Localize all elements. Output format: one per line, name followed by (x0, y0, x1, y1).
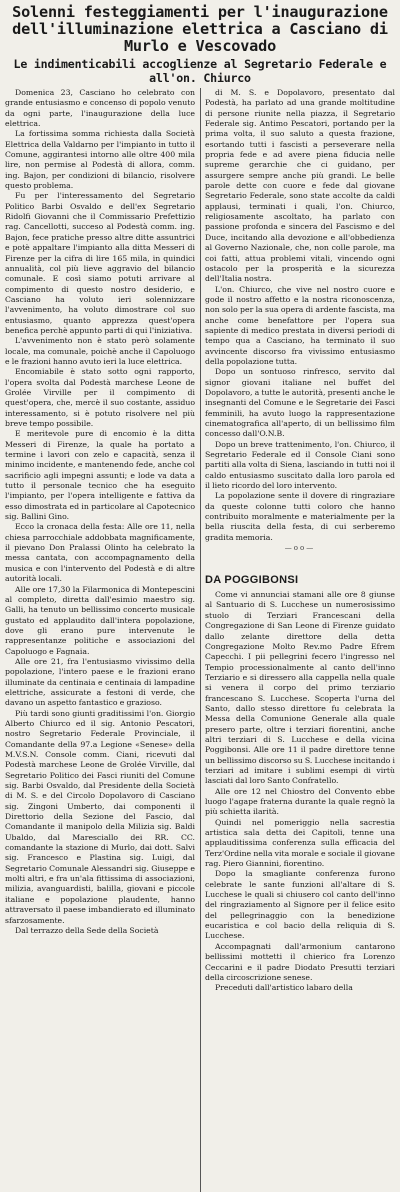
paragraph: Dal terrazzo della Sede della Società (15, 925, 159, 935)
article-subheadline: Le indimenticabili accoglienze al Segretario Federale e all'on. Chiurco (13, 57, 387, 85)
paragraph: La popolazione sente il dovere di ringraziare da queste colonne tutti coloro che hanno contribuito moralmente e materialmente per la bella riuscita della festa, di cui serberemo gradita memoria. (205, 491, 395, 542)
paragraph: Preceduti dall'artistico labaro della (215, 983, 353, 993)
paragraph: La fortissima somma richiesta dalla Società Elettrica della Valdarno per l'impianto in tutto il Comune, aggirantesi intorno alle oltre 400 mila lire, non permise al Podestà di allora, comm. ing. Bajon, per condizioni di bilancio, risolvere questo problema. (5, 129, 195, 191)
article-columns (5, 88, 395, 1192)
article-separator: —oo— (284, 544, 316, 553)
paragraph: Accompagnati dall'armonium cantarono bellissimi mottetti il chierico fra Lorenzo Ceccarini e il padre Diodato Presutti terziari della circoscrizione senese. (205, 941, 395, 982)
section-title: DA POGGIBONSI (205, 574, 299, 587)
paragraph: L'avvenimento non è stato però solamente locale, ma comunale, poichè anche il Capoluogo e le frazioni hanno avuto ieri la luce elettrica. (5, 336, 195, 366)
paragraph: E meritevole pure di encomio è la ditta Messeri di Firenze, la quale ha portato a termine i lavori con zelo e capacità, senza il minimo incidente, e mantenendo fede, anche col sacrificio agli impegni assunti; e lode va data a tutto il personale tecnico che ha eseguito l'impianto, per l'opera intelligente e fattiva da esso dimostrata ed in particolare al Capotecnico sig. Ballini Gino. (5, 429, 195, 522)
left-column (5, 88, 195, 1192)
paragraph: di M. S. e Dopolavoro, presentato dal Podestà, ha parlato ad una grande moltitudine di persone riunite nella piazza, il Segretario Federale sig. Antimo Pescatori, portando per la prima volta, il suo saluto a questa frazione, esortando tutti i fascisti a perseverare nella propria fede e ad avere piena fiducia nelle supreme gerarchie che ci guidano, per assurgere sempre anche più grandi. Le belle parole dette con cuore e fede dal giovane Segretario Federale, sono state accolte da caldi applausi, terminati i quali, l'on. Chiurco, religiosamente ascoltato, ha parlato con passione profonda e sincera del Fascismo e del Duce, incitando alla devozione e all'obbedienza al Governo Nazionale, che, non colle parole, ma coi fatti, attua problemi vitali, vincendo ogni ostacolo per la prosperità e la sicurezza dell'Italia nostra. (205, 88, 395, 284)
right-column (205, 88, 395, 1192)
paragraph: Dopo la smagliante conferenza furono celebrate le sante funzioni all'altare di S. Lucchese le quali si chiusero col canto dell'inno del ringraziamento al Signore per il felice esito del pellegrinaggio con la benedizione eucaristica e col bacio della reliquia di S. Lucchese. (205, 869, 395, 941)
paragraph: Fu per l'interessamento del Segretario Politico Barbi Osvaldo e dell'ex Segretario Ridolfi Giovanni che il Commissario Prefettizio rag. Cancellotti, succeso al Podestà comm. ing. Bajon, fece pratiche presso altre ditte assuntrici e potè appaltare l'impianto alla ditta Messeri di Firenze per la cifra di lire 165 mila, in quindici annualità, col più lieve aggravio del bilancio comunale. E così siamo potuti arrivare al compimento di questo nostro desiderio, e Casciano ha voluto ieri solennizzare l'avvenimento, ha voluto dimostrare col suo entusiasmo, quanto apprezza quest'opera benefica perchè appunto parti di qui l'iniziativa. (5, 191, 195, 335)
paragraph: Dopo un breve trattenimento, l'on. Chiurco, il Segretario Federale ed il Console Ciani sono partiti alla volta di Siena, lasciando in tutti noi il caldo entusiasmo suscitato dalla loro parola ed il lieto ricordo del loro intervento. (205, 439, 395, 491)
paragraph: Domenica 23, Casciano ho celebrato con grande entusiasmo e concenso di popolo venuto da ogni parte, l'inaugurazione della luce elettrica. (5, 88, 195, 129)
paragraph: Encomiabile è stato sotto ogni rapporto, l'opera svolta dal Podestà marchese Leone de Grolée Virville per il compimento di quest'opera, che, mercè il suo costante, assiduo interessamento, si è potuto risolvere nel più breve tempo possibile. (5, 367, 195, 428)
paragraph: Quindi nel pomeriggio nella sacrestia artistica sala detta dei Capitoli, tenne una applauditissima conferenza sulla efficacia del Terz'Ordine nella vita morale e sociale il giovane rag. Piero Giannini, fiorentino. (205, 817, 395, 869)
paragraph: L'on. Chiurco, che vive nel nostro cuore e gode il nostro affetto e la nostra riconoscenza, non solo per la sua opera di ardente fascista, ma anche come benefattore per l'opera sua sapiente di medico prestata in diversi periodi di tempo qua a Casciano, ha terminato il suo avvincente discorso fra vivissimo entusiasmo della popolazione tutta. (205, 284, 395, 366)
article-headline: Solenni festeggiamenti per l'inaugurazione dell'illuminazione elettrica a Casciano di Murlo e Vescovado (12, 3, 388, 55)
paragraph: Più tardi sono giunti graditissimi l'on. Giorgio Alberto Chiurco ed il sig. Antonio Pescatori, nostro Segretario Federale Provinciale, il Comandante della 97.a Legione «Senese» della M.V.S.N. Console comm. Ciani, ricevuti dal Podestà marchese Leone de Grolée Virville, dal Segretario Politico dei Fasci riuniti del Comune sig. Barbi Osvaldo, dal Presidente della Società di M. S. e del Circolo Dopolavoro di Casciano sig. Zingoni Umberto, dai componenti il Direttorio della Sezione del Fascio, dal Comandante il manipolo della Milizia sig. Baldi Ubaldo, dal Maresciallo dei RR. CC. comandante la stazione di Murlo, dai dott. Salvi sig. Francesco e Plastina sig. Luigi, dal Segretario Comunale Alessandri sig. Giuseppe e molti altri, e fra un'ala fittissima di associazioni, milizia, avanguardisti, balilla, giovani e piccole italiane e popolazione plaudente, hanno attraversato il paese imbandierato ed illuminato sfarzosamente. (5, 708, 195, 925)
paragraph: Alle ore 12 nel Chiostro del Convento ebbe luogo l'agape fraterna durante la quale regnò la più schietta ilarità. (205, 786, 395, 817)
paragraph: Alle ore 21, fra l'entusiasmo vivissimo della popolazione, l'intero paese e le frazioni erano illuminate da centinaia e centinaia di lampadine elettriche, assicurate a festoni di verde, che davano un aspetto fantastico e grazioso. (5, 656, 195, 708)
paragraph: Dopo un sontuoso rinfresco, servito dal signor giovani italiane nel buffet del Dopolavoro, a tutte le autorità, presenti anche le insegnanti del Comune e le Segretarie dei Fasci femminili, ha avuto luogo la rappresentazione cinematografica all'aperto, di un bellissimo film concesso dall'O.N.B. (205, 367, 395, 439)
column-divider (200, 88, 201, 1192)
paragraph: Come vi annunciai stamani alle ore 8 giunse al Santuario di S. Lucchese un numerosissimo stuolo di Terziari Francescani della Congregazione di San Leone di Firenze guidato dallo zelante direttore della detta Congregazione Molto Rev.mo Padre Efrem Capecchi. I pii pellegrini fecero l'ingresso nel Tempio processionalmente al canto dell'inno Terziario e si diressero alla cappella nella quale si venera il corpo del primo terziario francescano S. Lucchese. Scoperta l'urna del Santo, dallo stesso direttore fu celebrata la Messa della Comunione Generale alla quale presero parte, oltre i terziari fiorentini, anche altri terziari di S. Lucchese e della vicina Poggibonsi. Alle ore 11 il padre direttore tenne un bellissimo discorso su S. Lucchese incitando i terziari ad imitare i sublimi esempi di virtù lasciati dal loro Santo Confratello. (205, 590, 395, 786)
paragraph: Alle ore 17,30 la Filarmonica di Montepescini al completo, diretta dall'esimio maestro sig. Galli, ha tenuto un bellissimo concerto musicale gustato ed applaudito dall'intera popolazione, dove gli erano pure intervenute le rappresentanze politiche e associazioni del Capoluogo e Fagnaia. (5, 584, 195, 656)
paragraph: Ecco la cronaca della festa: Alle ore 11, nella chiesa parrocchiale addobbata magnificamente, il pievano Don Pralassi Olinto ha celebrato la messa cantata, con accompagnamento della musica e con l'intervento del Podestà e di altre autorità locali. (5, 522, 195, 584)
